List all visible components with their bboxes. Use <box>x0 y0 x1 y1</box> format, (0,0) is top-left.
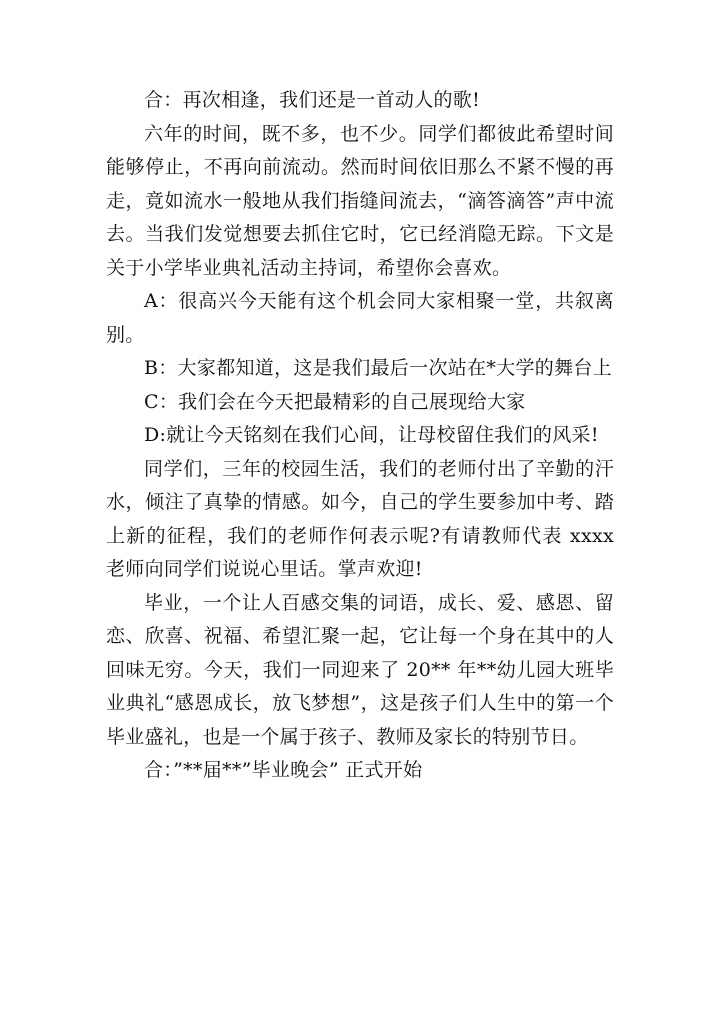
paragraph-graduation: 毕业，一个让人百感交集的词语，成长、爱、感恩、留恋、欣喜、祝福、希望汇聚一起，它让每一个身在其中的人回味无穷。今天，我们一同迎来了 20** 年**幼儿园大班毕业典礼“感恩成长，放飞梦想”，这是孩子们人生中的第一个毕业盛礼，也是一个属于孩子、教师及家长的特别节日。 <box>106 591 614 748</box>
paragraph-host-c: C：我们会在今天把最精彩的自己展现给大家 <box>144 390 526 413</box>
paragraph-host-b: B：大家都知道，这是我们最后一次站在*大学的舞台上 <box>144 357 612 379</box>
document-page <box>106 84 614 788</box>
paragraph-chorus-intro: 合：再次相逢，我们还是一首动人的歌! <box>144 89 481 111</box>
paragraph-host-d: D:就让今天铭刻在我们心间，让母校留住我们的风采! <box>144 424 599 446</box>
paragraph-teacher-speech: 同学们，三年的校园生活，我们的老师付出了辛勤的汗水，倾注了真挚的情感。如今，自己的学生要参加中考、踏上新的征程，我们的老师作何表示呢?有请教师代表 xxxx 老师向同学们说说心里话。掌声欢迎! <box>106 457 614 580</box>
paragraph-six-years: 六年的时间，既不多，也不少。同学们都彼此希望时间能够停止，不再向前流动。然而时间依旧那么不紧不慢的再走，竟如流水一般地从我们指缝间流去，“滴答滴答”声中流去。当我们发觉想要去抓住它时，它已经消隐无踪。下文是关于小学毕业典礼活动主持词，希望你会喜欢。 <box>106 122 614 279</box>
paragraph-host-a: A：很高兴今天能有这个机会同大家相聚一堂，共叙离别。 <box>106 290 614 346</box>
paragraph-chorus-start: 合：”**届**”毕业晚会” 正式开始 <box>144 759 423 781</box>
